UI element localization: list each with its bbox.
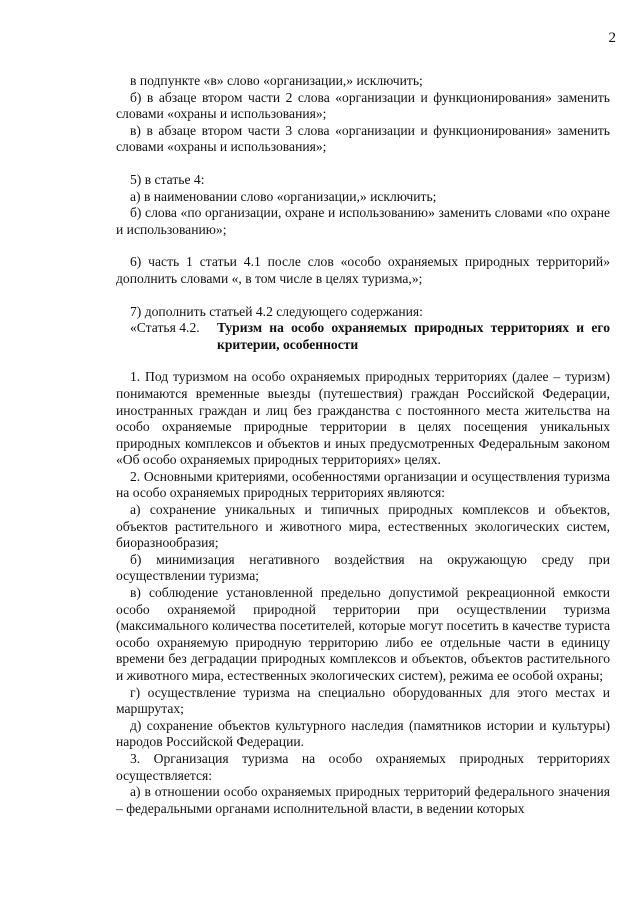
paragraph-2: б) в абзаце втором части 2 слова «организации и функционирования» заменить словами «охраны и использования»; [116,89,610,122]
article-paragraph-3: а) сохранение уникальных и типичных природных комплексов и объектов, объектов растительного и животного мира, естественных экологических систем, биоразнообразия; [116,502,610,551]
document-body [116,73,610,817]
article-paragraph-2: 2. Основными критериями, особенностями организации и осуществления туризма на особо охраняемых природных территориях являются: [116,468,610,501]
article-title: Туризм на особо охраняемых природных территориях и его критерии, особенности [217,320,610,352]
article-heading [116,320,610,353]
article-paragraph-9: а) в отношении особо охраняемых природных территорий федерального значения – федеральными органами исполнительной власти, в ведении которых [116,784,610,816]
article-paragraph-6: г) осуществление туризма на специально оборудованных для этого местах и маршрутах; [116,684,610,717]
paragraph-6: б) слова «по организации, охране и использованию» заменить словами «по охране и использованию»; [116,205,610,237]
article-paragraph-4: б) минимизация негативного воздействия на окружающую среду при осуществлении туризма; [116,551,610,584]
page-number: 2 [608,30,616,46]
paragraph-7: 6) часть 1 статьи 4.1 после слов «особо охраняемых природных территорий» дополнить словами «, в том числе в целях туризма,»; [116,254,610,286]
article-paragraph-5: в) соблюдение установленной предельно допустимой рекреационной емкости особо охраняемой природной территории при осуществлении туризма (максимального количества посетителей, которые могут посетить в качестве туриста особо охраняемую природную территорию либо ее отдельные части в единицу времени без деградации природных комплексов и объектов, объектов растительного и животного мира, естественных экологических систем), режима ее особой охраны; [116,585,610,683]
paragraph-1: в подпункте «в» слово «организации,» исключить; [130,73,423,88]
paragraph-8: 7) дополнить статьей 4.2 следующего содержания: [130,303,423,319]
article-paragraph-8: 3. Организация туризма на особо охраняемых природных территориях осуществляется: [116,750,610,783]
paragraph-3: в) в абзаце втором части 3 слова «организации и функционирования» заменить словами «охраны и использования»; [116,122,610,155]
paragraph-5: а) в наименовании слово «организации,» исключить; [130,188,437,204]
paragraph-4: 5) в статье 4: [130,171,205,187]
article-label: «Статья 4.2. [130,320,200,336]
article-paragraph-7: д) сохранение объектов культурного наследия (памятников истории и культуры) народов Российской Федерации. [116,717,610,750]
article-paragraph-1: 1. Под туризмом на особо охраняемых природных территориях (далее – туризм) понимаются временные выезды (путешествия) граждан Российской Федерации, иностранных граждан и лиц без гражданства с постоянного места жительства на особо охраняемые природные территории в целях посещения уникальных природных комплексов и объектов и иных предусмотренных Федеральным законом «Об особо охраняемых природных территориях» целях. [116,369,610,468]
